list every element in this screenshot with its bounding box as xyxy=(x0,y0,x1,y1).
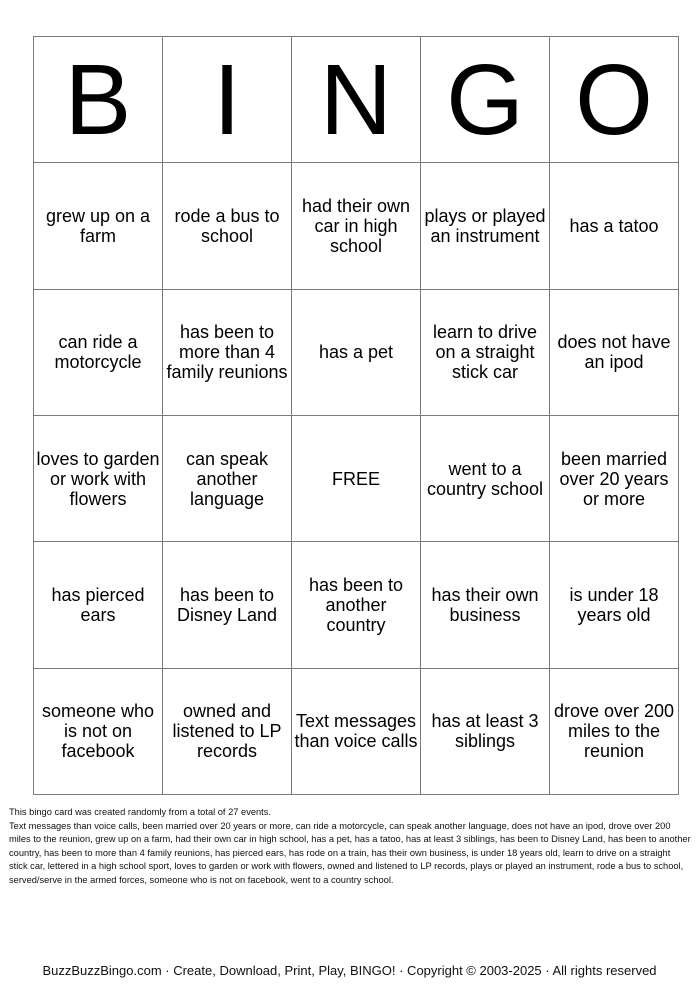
bingo-cell: drove over 200 miles to the reunion xyxy=(550,668,679,794)
bingo-cell: does not have an ipod xyxy=(550,289,679,415)
bingo-cell: can ride a motorcycle xyxy=(34,289,163,415)
bingo-cell: has been to Disney Land xyxy=(163,542,292,668)
bingo-cell: can speak another language xyxy=(163,415,292,541)
card-description xyxy=(9,806,691,887)
header-letter-b: B xyxy=(34,37,163,163)
bingo-cell: grew up on a farm xyxy=(34,163,163,289)
header-letter-o: O xyxy=(550,37,679,163)
bingo-cell: owned and listened to LP records xyxy=(163,668,292,794)
card-row xyxy=(34,668,679,794)
bingo-cell: has their own business xyxy=(421,542,550,668)
card-row xyxy=(34,542,679,668)
bingo-cell: Text messages than voice calls xyxy=(292,668,421,794)
bingo-cell: has at least 3 siblings xyxy=(421,668,550,794)
bingo-cell: went to a country school xyxy=(421,415,550,541)
bingo-cell: is under 18 years old xyxy=(550,542,679,668)
bingo-cell: loves to garden or work with flowers xyxy=(34,415,163,541)
bingo-cell: had their own car in high school xyxy=(292,163,421,289)
card-row xyxy=(34,415,679,541)
header-letter-i: I xyxy=(163,37,292,163)
event-count-text: This bingo card was created randomly from a total of 27 events. xyxy=(9,807,271,817)
header-letter-g: G xyxy=(421,37,550,163)
copyright-footer: BuzzBuzzBingo.com · Create, Download, Print, Play, BINGO! · Copyright © 2003-2025 · All rights reserved xyxy=(42,963,657,978)
bingo-cell: has been to another country xyxy=(292,542,421,668)
event-list-text: Text messages than voice calls, been married over 20 years or more, can ride a motorcycle, can speak another language, does not have an ipod, drove over 200 miles to the reunion, grew up on a farm, had their own car in high school, has a pet, has a tatoo, has at least 3 siblings, has been to Disney Land, has been to another country, has been to more than 4 family reunions, has pierced ears, has rode on a train, has their own business, is under 18 years old, learn to drive on a straight stick car, lettered in a high school sport, loves to garden or work with flowers, owned and listened to LP records, plays or played an instrument, rode a bus to school, served/serve in the armed forces, someone who is not on facebook, went to a country school. xyxy=(9,820,691,885)
bingo-cell: has a pet xyxy=(292,289,421,415)
bingo-cell: someone who is not on facebook xyxy=(34,668,163,794)
free-space-cell: FREE xyxy=(292,415,421,541)
bingo-cell: has pierced ears xyxy=(34,542,163,668)
bingo-cell: been married over 20 years or more xyxy=(550,415,679,541)
bingo-cell: rode a bus to school xyxy=(163,163,292,289)
bingo-cell: plays or played an instrument xyxy=(421,163,550,289)
card-row xyxy=(34,289,679,415)
bingo-card xyxy=(33,36,679,795)
header-row xyxy=(34,37,679,163)
bingo-cell: has a tatoo xyxy=(550,163,679,289)
bingo-cell: learn to drive on a straight stick car xyxy=(421,289,550,415)
card-row xyxy=(34,163,679,289)
bingo-cell: has been to more than 4 family reunions xyxy=(163,289,292,415)
header-letter-n: N xyxy=(292,37,421,163)
